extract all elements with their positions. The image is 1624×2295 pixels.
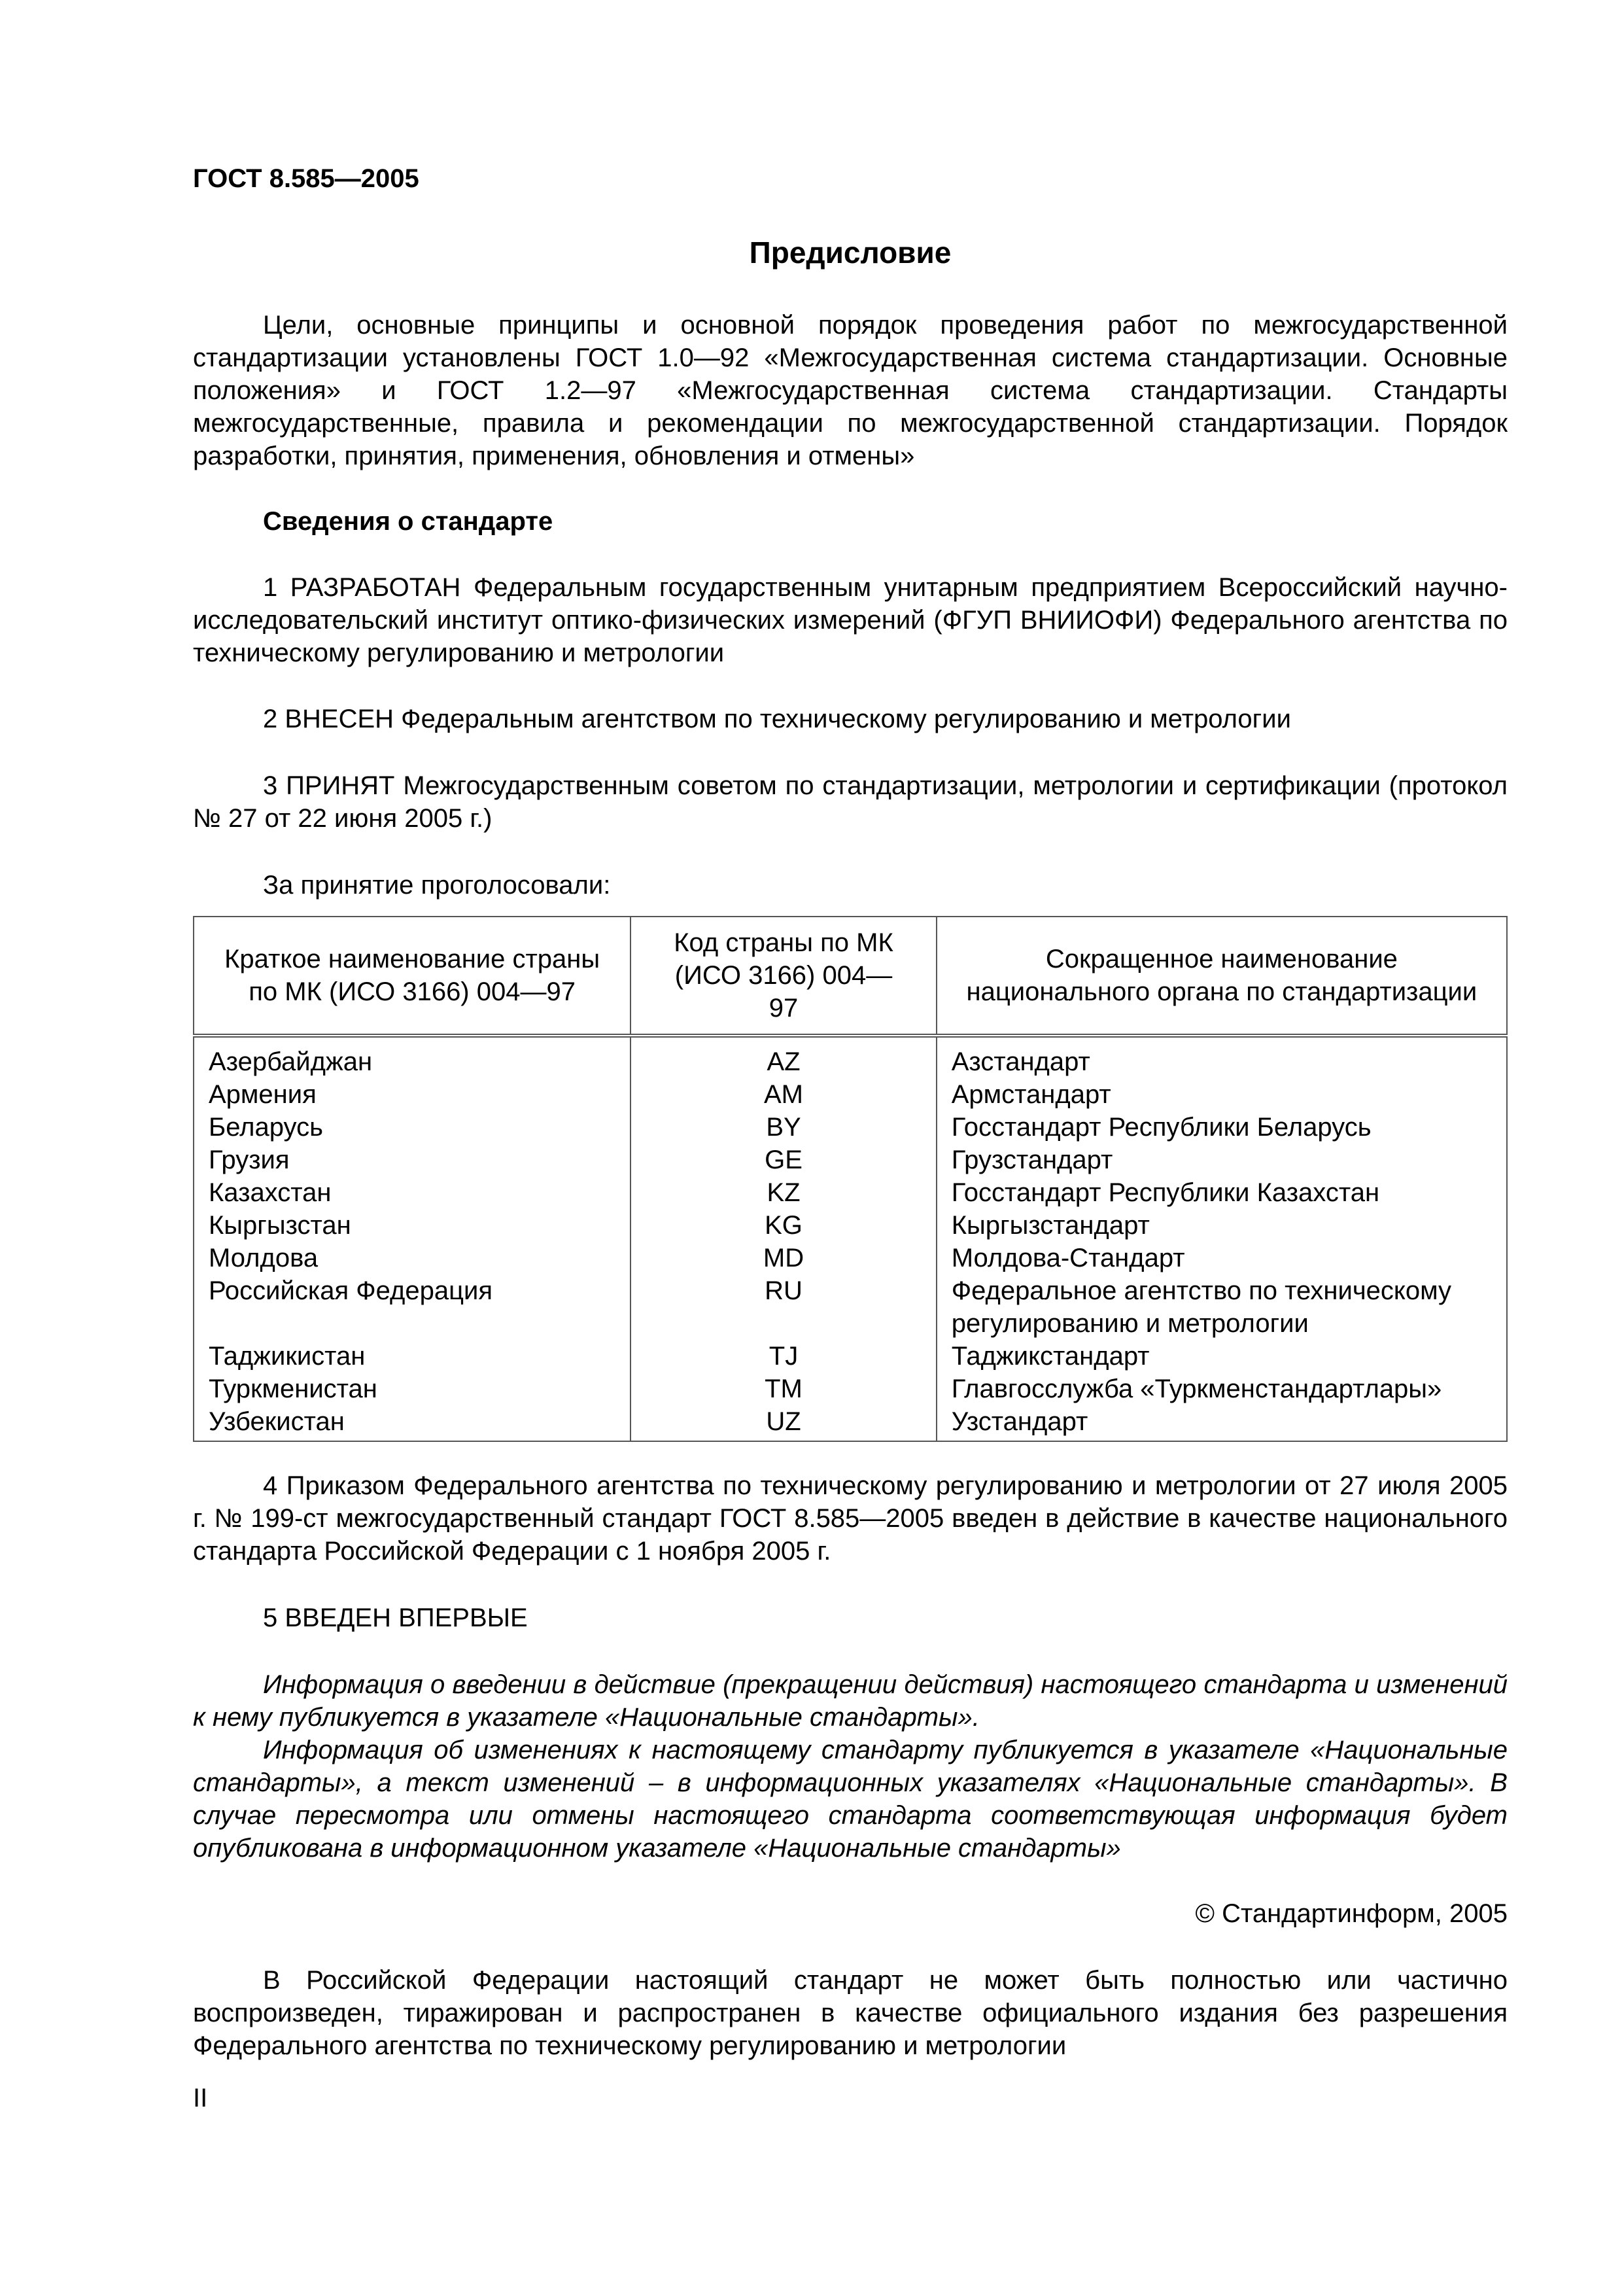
column-header-body: Сокращенное наименование национального органа по стандартизации [937, 917, 1507, 1036]
cell-code: KG [631, 1209, 937, 1242]
cell-body: Узстандарт [937, 1405, 1507, 1441]
cell-body: Главгосслужба «Туркменстандартлары» [937, 1373, 1507, 1405]
cell-code: RU [631, 1274, 937, 1340]
copyright: © Стандартинформ, 2005 [1195, 1899, 1508, 1928]
page-title: Предисловие [749, 236, 952, 270]
table-row [194, 1111, 1507, 1144]
voting-table-wrap [193, 916, 1508, 1442]
page-number: II [193, 2084, 208, 2112]
table-row [194, 1176, 1507, 1209]
cell-body: Молдова-Стандарт [937, 1242, 1507, 1274]
cell-country: Армения [194, 1078, 631, 1111]
cell-country: Российская Федерация [194, 1274, 631, 1340]
cell-country: Туркменистан [194, 1373, 631, 1405]
cell-country: Грузия [194, 1144, 631, 1176]
cell-code: UZ [631, 1405, 937, 1441]
cell-country: Узбекистан [194, 1405, 631, 1441]
item-1: 1 РАЗРАБОТАН Федеральным государственным унитарным предприятием Всероссийский научно-исследовательский институт оптико-физических измерений (ФГУП ВНИИОФИ) Федерального агентства по техническому регулированию и метрологии [193, 573, 1508, 667]
cell-body: Таджикстандарт [937, 1340, 1507, 1373]
cell-code: BY [631, 1111, 937, 1144]
column-header-code: Код страны по МК (ИСО 3166) 004—97 [631, 917, 937, 1036]
cell-body: Госстандарт Республики Казахстан [937, 1176, 1507, 1209]
table-row [194, 1209, 1507, 1242]
voting-table [193, 916, 1508, 1442]
item-4: 4 Приказом Федерального агентства по техническому регулированию и метрологии от 27 июля 2005 г. № 199-ст межгосударственный стандарт ГОСТ 8.585—2005 введен в действие в качестве национального стандарта Российской Федерации с 1 ноября 2005 г. [193, 1471, 1508, 1566]
item-2: 2 ВНЕСЕН Федеральным агентством по техническому регулированию и метрологии [263, 705, 1291, 733]
table-row [194, 1274, 1507, 1340]
cell-country: Таджикистан [194, 1340, 631, 1373]
notice-paragraph-2: Информация об изменениях к настоящему стандарту публикуется в указателе «Национальные стандарты», а текст изменений – в информационных указателях «Национальные стандарты». В случае пересмотра или отмены настоящего стандарта соответствующая информация будет опубликована в информационном указателе «Национальные стандарты» [193, 1736, 1508, 1863]
cell-body: Федеральное агентство по техническому регулированию и метрологии [937, 1274, 1507, 1340]
cell-code: MD [631, 1242, 937, 1274]
table-row [194, 1405, 1507, 1441]
notice-paragraph-1: Информация о введении в действие (прекращении действия) настоящего стандарта и изменений к нему публикуется в указателе «Национальные стандарты». [193, 1670, 1508, 1732]
table-row [194, 1340, 1507, 1373]
cell-code: TJ [631, 1340, 937, 1373]
cell-body: Армстандарт [937, 1078, 1507, 1111]
cell-body: Азстандарт [937, 1036, 1507, 1078]
item-3: 3 ПРИНЯТ Межгосударственным советом по стандартизации, метрологии и сертификации (протокол № 27 от 22 июня 2005 г.) [193, 771, 1508, 833]
column-header-country: Краткое наименование страны по МК (ИСО 3166) 004—97 [194, 917, 631, 1036]
document-code: ГОСТ 8.585—2005 [193, 164, 419, 193]
cell-code: AZ [631, 1036, 937, 1078]
cell-country: Кыргызстан [194, 1209, 631, 1242]
vote-label: За принятие проголосовали: [263, 871, 611, 900]
cell-country: Казахстан [194, 1176, 631, 1209]
cell-code: GE [631, 1144, 937, 1176]
cell-code: AM [631, 1078, 937, 1111]
item-5: 5 ВВЕДЕН ВПЕРВЫЕ [263, 1603, 528, 1632]
table-row [194, 1373, 1507, 1405]
table-row [194, 1242, 1507, 1274]
table-row [194, 1036, 1507, 1078]
cell-body: Госстандарт Республики Беларусь [937, 1111, 1507, 1144]
restriction-paragraph: В Российской Федерации настоящий стандарт не может быть полностью или частично воспроизведен, тиражирован и распространен в качестве официального издания без разрешения Федерального агентства по техническому регулированию и метрологии [193, 1966, 1508, 2060]
intro-paragraph: Цели, основные принципы и основной порядок проведения работ по межгосударственной стандартизации установлены ГОСТ 1.0—92 «Межгосударственная система стандартизации. Основные положения» и ГОСТ 1.2—97 «Межгосударственная система стандартизации. Стандарты межгосударственные, правила и рекомендации по межгосударственной стандартизации. Порядок разработки, принятия, применения, обновления и отмены» [193, 311, 1508, 470]
cell-body: Кыргызстандарт [937, 1209, 1507, 1242]
cell-body: Грузстандарт [937, 1144, 1507, 1176]
table-row [194, 1144, 1507, 1176]
cell-code: KZ [631, 1176, 937, 1209]
table-header-row [194, 917, 1507, 1036]
section-heading: Сведения о стандарте [263, 507, 553, 536]
cell-code: TM [631, 1373, 937, 1405]
cell-country: Молдова [194, 1242, 631, 1274]
cell-country: Беларусь [194, 1111, 631, 1144]
table-row [194, 1078, 1507, 1111]
cell-country: Азербайджан [194, 1036, 631, 1078]
